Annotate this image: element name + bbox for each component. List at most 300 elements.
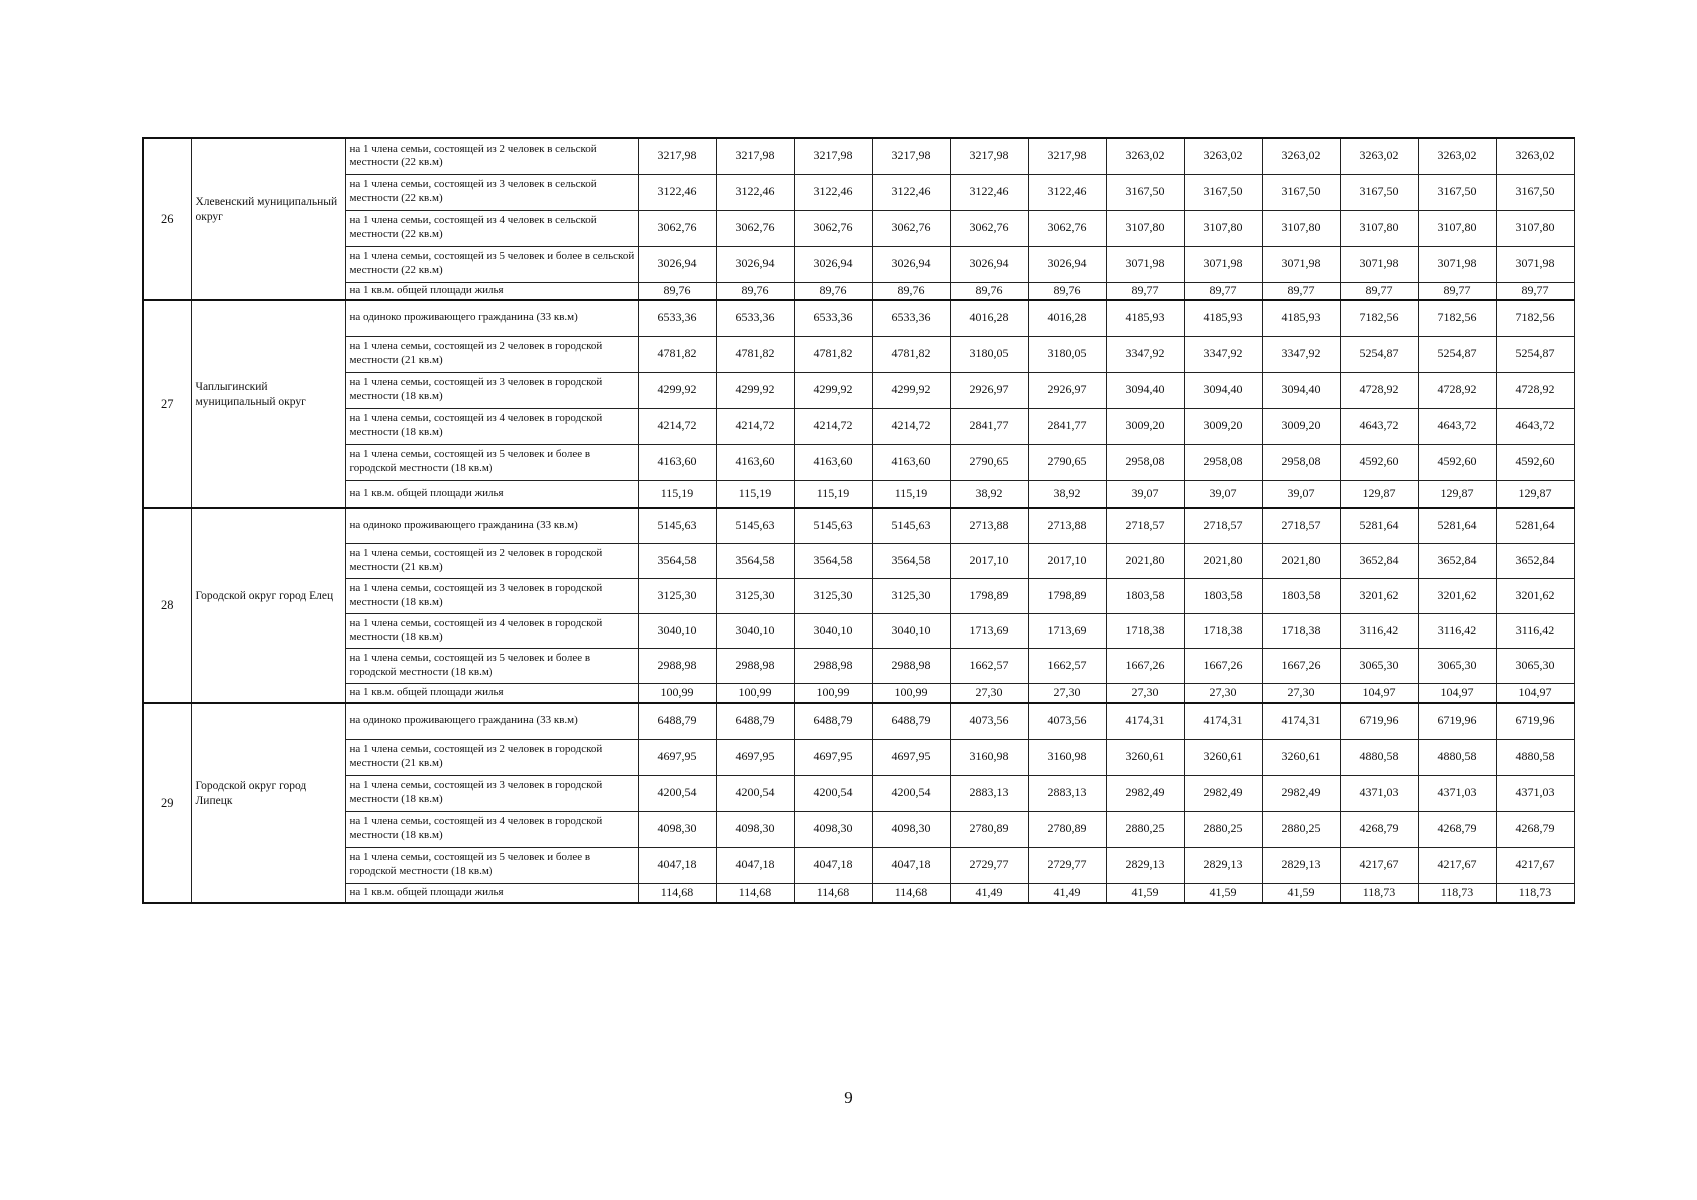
value-cell: 104,97 bbox=[1496, 683, 1574, 703]
table-row bbox=[143, 775, 1574, 811]
value-cell: 4185,93 bbox=[1262, 300, 1340, 336]
value-cell: 4016,28 bbox=[950, 300, 1028, 336]
value-cell: 89,76 bbox=[716, 282, 794, 300]
value-cell: 114,68 bbox=[716, 883, 794, 903]
category-cell: на 1 члена семьи, состоящей из 3 человек в городской местности (18 кв.м) bbox=[345, 775, 638, 811]
value-cell: 89,77 bbox=[1184, 282, 1262, 300]
value-cell: 6533,36 bbox=[794, 300, 872, 336]
value-cell: 27,30 bbox=[1262, 683, 1340, 703]
value-cell: 4371,03 bbox=[1418, 775, 1496, 811]
value-cell: 27,30 bbox=[1028, 683, 1106, 703]
value-cell: 89,76 bbox=[950, 282, 1028, 300]
value-cell: 6719,96 bbox=[1418, 703, 1496, 739]
value-cell: 6533,36 bbox=[716, 300, 794, 336]
value-cell: 3167,50 bbox=[1340, 174, 1418, 210]
value-cell: 6533,36 bbox=[638, 300, 716, 336]
value-cell: 3347,92 bbox=[1106, 336, 1184, 372]
table-row bbox=[143, 739, 1574, 775]
value-cell: 27,30 bbox=[1184, 683, 1262, 703]
value-cell: 4098,30 bbox=[716, 811, 794, 847]
value-cell: 4299,92 bbox=[794, 372, 872, 408]
value-cell: 4371,03 bbox=[1496, 775, 1574, 811]
row-number: 29 bbox=[143, 703, 191, 903]
value-cell: 3167,50 bbox=[1496, 174, 1574, 210]
value-cell: 4697,95 bbox=[794, 739, 872, 775]
value-cell: 115,19 bbox=[638, 480, 716, 508]
value-cell: 1718,38 bbox=[1106, 613, 1184, 648]
municipality-name: Хлевенский муниципальный округ bbox=[191, 138, 345, 300]
value-cell: 89,77 bbox=[1106, 282, 1184, 300]
value-cell: 89,76 bbox=[794, 282, 872, 300]
table-row bbox=[143, 300, 1574, 336]
value-cell: 4697,95 bbox=[872, 739, 950, 775]
value-cell: 2021,80 bbox=[1106, 543, 1184, 578]
value-cell: 38,92 bbox=[950, 480, 1028, 508]
category-cell: на 1 члена семьи, состоящей из 2 человек в городской местности (21 кв.м) bbox=[345, 739, 638, 775]
value-cell: 7182,56 bbox=[1340, 300, 1418, 336]
value-cell: 39,07 bbox=[1262, 480, 1340, 508]
value-cell: 89,77 bbox=[1340, 282, 1418, 300]
value-cell: 3116,42 bbox=[1340, 613, 1418, 648]
value-cell: 2958,08 bbox=[1262, 444, 1340, 480]
value-cell: 2718,57 bbox=[1106, 508, 1184, 543]
value-cell: 3071,98 bbox=[1496, 246, 1574, 282]
value-cell: 2880,25 bbox=[1262, 811, 1340, 847]
value-cell: 4185,93 bbox=[1184, 300, 1262, 336]
value-cell: 1667,26 bbox=[1106, 648, 1184, 683]
table-row bbox=[143, 578, 1574, 613]
value-cell: 3652,84 bbox=[1340, 543, 1418, 578]
value-cell: 38,92 bbox=[1028, 480, 1106, 508]
table-row bbox=[143, 372, 1574, 408]
table-row bbox=[143, 543, 1574, 578]
value-cell: 3217,98 bbox=[1028, 138, 1106, 174]
value-cell: 3167,50 bbox=[1184, 174, 1262, 210]
value-cell: 4299,92 bbox=[872, 372, 950, 408]
value-cell: 2880,25 bbox=[1184, 811, 1262, 847]
value-cell: 1662,57 bbox=[950, 648, 1028, 683]
value-cell: 4047,18 bbox=[638, 847, 716, 883]
value-cell: 4214,72 bbox=[794, 408, 872, 444]
value-cell: 2780,89 bbox=[1028, 811, 1106, 847]
value-cell: 100,99 bbox=[872, 683, 950, 703]
value-cell: 4643,72 bbox=[1496, 408, 1574, 444]
value-cell: 1718,38 bbox=[1184, 613, 1262, 648]
value-cell: 3263,02 bbox=[1418, 138, 1496, 174]
category-cell: на 1 кв.м. общей площади жилья bbox=[345, 480, 638, 508]
value-cell: 3107,80 bbox=[1262, 210, 1340, 246]
value-cell: 2780,89 bbox=[950, 811, 1028, 847]
value-cell: 89,77 bbox=[1496, 282, 1574, 300]
value-cell: 3116,42 bbox=[1418, 613, 1496, 648]
value-cell: 3217,98 bbox=[950, 138, 1028, 174]
value-cell: 1713,69 bbox=[1028, 613, 1106, 648]
value-cell: 2790,65 bbox=[1028, 444, 1106, 480]
value-cell: 3160,98 bbox=[1028, 739, 1106, 775]
value-cell: 3026,94 bbox=[950, 246, 1028, 282]
value-cell: 4214,72 bbox=[716, 408, 794, 444]
value-cell: 4047,18 bbox=[716, 847, 794, 883]
value-cell: 129,87 bbox=[1418, 480, 1496, 508]
municipality-name: Чаплыгинский муниципальный округ bbox=[191, 300, 345, 508]
value-cell: 2926,97 bbox=[1028, 372, 1106, 408]
value-cell: 5254,87 bbox=[1418, 336, 1496, 372]
value-cell: 4200,54 bbox=[872, 775, 950, 811]
value-cell: 2017,10 bbox=[1028, 543, 1106, 578]
value-cell: 2718,57 bbox=[1184, 508, 1262, 543]
value-cell: 4200,54 bbox=[638, 775, 716, 811]
value-cell: 3160,98 bbox=[950, 739, 1028, 775]
value-cell: 3071,98 bbox=[1340, 246, 1418, 282]
value-cell: 6719,96 bbox=[1496, 703, 1574, 739]
value-cell: 89,76 bbox=[1028, 282, 1106, 300]
value-cell: 100,99 bbox=[638, 683, 716, 703]
value-cell: 2988,98 bbox=[716, 648, 794, 683]
category-cell: на одиноко проживающего гражданина (33 кв.м) bbox=[345, 703, 638, 739]
table-row bbox=[143, 408, 1574, 444]
value-cell: 3062,76 bbox=[950, 210, 1028, 246]
table-row bbox=[143, 138, 1574, 174]
value-cell: 4073,56 bbox=[950, 703, 1028, 739]
table-row bbox=[143, 847, 1574, 883]
value-cell: 2829,13 bbox=[1262, 847, 1340, 883]
value-cell: 2988,98 bbox=[638, 648, 716, 683]
category-cell: на 1 члена семьи, состоящей из 2 человек в городской местности (21 кв.м) bbox=[345, 336, 638, 372]
value-cell: 3122,46 bbox=[794, 174, 872, 210]
category-cell: на 1 члена семьи, состоящей из 4 человек в сельской местности (22 кв.м) bbox=[345, 210, 638, 246]
value-cell: 114,68 bbox=[638, 883, 716, 903]
value-cell: 4163,60 bbox=[638, 444, 716, 480]
value-cell: 3071,98 bbox=[1106, 246, 1184, 282]
value-cell: 4697,95 bbox=[716, 739, 794, 775]
value-cell: 6488,79 bbox=[794, 703, 872, 739]
value-cell: 3167,50 bbox=[1418, 174, 1496, 210]
value-cell: 6488,79 bbox=[872, 703, 950, 739]
table-row bbox=[143, 613, 1574, 648]
value-cell: 4217,67 bbox=[1496, 847, 1574, 883]
value-cell: 2883,13 bbox=[1028, 775, 1106, 811]
category-cell: на 1 члена семьи, состоящей из 4 человек в городской местности (18 кв.м) bbox=[345, 811, 638, 847]
value-cell: 2729,77 bbox=[1028, 847, 1106, 883]
value-cell: 6719,96 bbox=[1340, 703, 1418, 739]
value-cell: 4592,60 bbox=[1496, 444, 1574, 480]
value-cell: 3122,46 bbox=[716, 174, 794, 210]
value-cell: 4098,30 bbox=[872, 811, 950, 847]
value-cell: 39,07 bbox=[1106, 480, 1184, 508]
value-cell: 89,77 bbox=[1418, 282, 1496, 300]
value-cell: 3065,30 bbox=[1496, 648, 1574, 683]
value-cell: 3201,62 bbox=[1496, 578, 1574, 613]
value-cell: 3026,94 bbox=[1028, 246, 1106, 282]
value-cell: 3026,94 bbox=[638, 246, 716, 282]
value-cell: 3116,42 bbox=[1496, 613, 1574, 648]
category-cell: на 1 члена семьи, состоящей из 4 человек в городской местности (18 кв.м) bbox=[345, 613, 638, 648]
value-cell: 1713,69 bbox=[950, 613, 1028, 648]
value-cell: 2958,08 bbox=[1106, 444, 1184, 480]
value-cell: 3122,46 bbox=[872, 174, 950, 210]
value-cell: 3263,02 bbox=[1496, 138, 1574, 174]
row-number: 28 bbox=[143, 508, 191, 703]
value-cell: 3065,30 bbox=[1340, 648, 1418, 683]
value-cell: 3167,50 bbox=[1262, 174, 1340, 210]
value-cell: 4728,92 bbox=[1340, 372, 1418, 408]
value-cell: 2718,57 bbox=[1262, 508, 1340, 543]
value-cell: 41,59 bbox=[1106, 883, 1184, 903]
value-cell: 4217,67 bbox=[1340, 847, 1418, 883]
value-cell: 3040,10 bbox=[794, 613, 872, 648]
value-cell: 4592,60 bbox=[1340, 444, 1418, 480]
value-cell: 4643,72 bbox=[1340, 408, 1418, 444]
value-cell: 4697,95 bbox=[638, 739, 716, 775]
value-cell: 5281,64 bbox=[1418, 508, 1496, 543]
value-cell: 4268,79 bbox=[1418, 811, 1496, 847]
value-cell: 4163,60 bbox=[872, 444, 950, 480]
value-cell: 27,30 bbox=[1106, 683, 1184, 703]
value-cell: 3180,05 bbox=[1028, 336, 1106, 372]
value-cell: 2021,80 bbox=[1184, 543, 1262, 578]
value-cell: 6488,79 bbox=[638, 703, 716, 739]
value-cell: 3125,30 bbox=[872, 578, 950, 613]
value-cell: 4728,92 bbox=[1496, 372, 1574, 408]
value-cell: 1667,26 bbox=[1262, 648, 1340, 683]
value-cell: 3125,30 bbox=[638, 578, 716, 613]
value-cell: 114,68 bbox=[872, 883, 950, 903]
value-cell: 89,76 bbox=[872, 282, 950, 300]
value-cell: 4268,79 bbox=[1496, 811, 1574, 847]
document-sheet bbox=[142, 137, 1575, 904]
value-cell: 6488,79 bbox=[716, 703, 794, 739]
value-cell: 3107,80 bbox=[1106, 210, 1184, 246]
value-cell: 3009,20 bbox=[1184, 408, 1262, 444]
value-cell: 3347,92 bbox=[1262, 336, 1340, 372]
value-cell: 3062,76 bbox=[638, 210, 716, 246]
value-cell: 3026,94 bbox=[794, 246, 872, 282]
value-cell: 3217,98 bbox=[716, 138, 794, 174]
value-cell: 3062,76 bbox=[794, 210, 872, 246]
table-row bbox=[143, 703, 1574, 739]
value-cell: 4214,72 bbox=[638, 408, 716, 444]
value-cell: 2713,88 bbox=[1028, 508, 1106, 543]
value-cell: 3062,76 bbox=[872, 210, 950, 246]
table-row bbox=[143, 811, 1574, 847]
table-row bbox=[143, 683, 1574, 703]
value-cell: 2017,10 bbox=[950, 543, 1028, 578]
value-cell: 3094,40 bbox=[1184, 372, 1262, 408]
value-cell: 4781,82 bbox=[716, 336, 794, 372]
value-cell: 3040,10 bbox=[638, 613, 716, 648]
value-cell: 104,97 bbox=[1340, 683, 1418, 703]
value-cell: 4200,54 bbox=[716, 775, 794, 811]
value-cell: 3040,10 bbox=[716, 613, 794, 648]
value-cell: 27,30 bbox=[950, 683, 1028, 703]
value-cell: 3107,80 bbox=[1184, 210, 1262, 246]
value-cell: 5145,63 bbox=[638, 508, 716, 543]
value-cell: 3122,46 bbox=[1028, 174, 1106, 210]
value-cell: 129,87 bbox=[1496, 480, 1574, 508]
value-cell: 3107,80 bbox=[1340, 210, 1418, 246]
value-cell: 1798,89 bbox=[950, 578, 1028, 613]
value-cell: 3564,58 bbox=[638, 543, 716, 578]
value-cell: 3107,80 bbox=[1418, 210, 1496, 246]
value-cell: 4073,56 bbox=[1028, 703, 1106, 739]
value-cell: 4728,92 bbox=[1418, 372, 1496, 408]
value-cell: 2988,98 bbox=[794, 648, 872, 683]
value-cell: 7182,56 bbox=[1418, 300, 1496, 336]
value-cell: 4163,60 bbox=[794, 444, 872, 480]
category-cell: на 1 члена семьи, состоящей из 2 человек в сельской местности (22 кв.м) bbox=[345, 138, 638, 174]
table-row bbox=[143, 174, 1574, 210]
value-cell: 129,87 bbox=[1340, 480, 1418, 508]
category-cell: на 1 кв.м. общей площади жилья bbox=[345, 883, 638, 903]
value-cell: 41,49 bbox=[1028, 883, 1106, 903]
value-cell: 41,59 bbox=[1262, 883, 1340, 903]
value-cell: 1667,26 bbox=[1184, 648, 1262, 683]
value-cell: 5254,87 bbox=[1496, 336, 1574, 372]
table-row bbox=[143, 246, 1574, 282]
value-cell: 4781,82 bbox=[638, 336, 716, 372]
value-cell: 3263,02 bbox=[1106, 138, 1184, 174]
value-cell: 3564,58 bbox=[872, 543, 950, 578]
value-cell: 118,73 bbox=[1418, 883, 1496, 903]
value-cell: 2841,77 bbox=[1028, 408, 1106, 444]
value-cell: 4214,72 bbox=[872, 408, 950, 444]
value-cell: 1803,58 bbox=[1106, 578, 1184, 613]
value-cell: 5254,87 bbox=[1340, 336, 1418, 372]
value-cell: 2729,77 bbox=[950, 847, 1028, 883]
category-cell: на 1 члена семьи, состоящей из 5 человек и более в городской местности (18 кв.м) bbox=[345, 648, 638, 683]
value-cell: 3026,94 bbox=[872, 246, 950, 282]
value-cell: 2829,13 bbox=[1106, 847, 1184, 883]
table-row bbox=[143, 480, 1574, 508]
value-cell: 1798,89 bbox=[1028, 578, 1106, 613]
page-number: 9 bbox=[844, 1088, 853, 1107]
value-cell: 3260,61 bbox=[1184, 739, 1262, 775]
category-cell: на одиноко проживающего гражданина (33 кв.м) bbox=[345, 300, 638, 336]
value-cell: 7182,56 bbox=[1496, 300, 1574, 336]
category-cell: на 1 кв.м. общей площади жилья bbox=[345, 282, 638, 300]
value-cell: 3217,98 bbox=[638, 138, 716, 174]
table-row bbox=[143, 444, 1574, 480]
value-cell: 3652,84 bbox=[1418, 543, 1496, 578]
value-cell: 4299,92 bbox=[638, 372, 716, 408]
table-row bbox=[143, 508, 1574, 543]
row-number: 26 bbox=[143, 138, 191, 300]
value-cell: 2790,65 bbox=[950, 444, 1028, 480]
value-cell: 4217,67 bbox=[1418, 847, 1496, 883]
value-cell: 115,19 bbox=[716, 480, 794, 508]
municipality-name: Городской округ город Елец bbox=[191, 508, 345, 703]
table-row bbox=[143, 282, 1574, 300]
category-cell: на 1 члена семьи, состоящей из 2 человек в городской местности (21 кв.м) bbox=[345, 543, 638, 578]
value-cell: 89,77 bbox=[1262, 282, 1340, 300]
value-cell: 3564,58 bbox=[716, 543, 794, 578]
value-cell: 5145,63 bbox=[872, 508, 950, 543]
value-cell: 3107,80 bbox=[1496, 210, 1574, 246]
value-cell: 4268,79 bbox=[1340, 811, 1418, 847]
value-cell: 4592,60 bbox=[1418, 444, 1496, 480]
value-cell: 3217,98 bbox=[872, 138, 950, 174]
value-cell: 3263,02 bbox=[1184, 138, 1262, 174]
value-cell: 115,19 bbox=[872, 480, 950, 508]
value-cell: 4371,03 bbox=[1340, 775, 1418, 811]
value-cell: 3167,50 bbox=[1106, 174, 1184, 210]
value-cell: 3071,98 bbox=[1262, 246, 1340, 282]
value-cell: 4781,82 bbox=[794, 336, 872, 372]
value-cell: 2841,77 bbox=[950, 408, 1028, 444]
value-cell: 6533,36 bbox=[872, 300, 950, 336]
value-cell: 3260,61 bbox=[1262, 739, 1340, 775]
value-cell: 3201,62 bbox=[1340, 578, 1418, 613]
value-cell: 3009,20 bbox=[1262, 408, 1340, 444]
value-cell: 5281,64 bbox=[1340, 508, 1418, 543]
value-cell: 89,76 bbox=[638, 282, 716, 300]
value-cell: 3062,76 bbox=[1028, 210, 1106, 246]
value-cell: 4174,31 bbox=[1106, 703, 1184, 739]
value-cell: 4880,58 bbox=[1418, 739, 1496, 775]
value-cell: 2021,80 bbox=[1262, 543, 1340, 578]
category-cell: на 1 члена семьи, состоящей из 5 человек и более в городской местности (18 кв.м) bbox=[345, 847, 638, 883]
value-cell: 3260,61 bbox=[1106, 739, 1184, 775]
value-cell: 3071,98 bbox=[1418, 246, 1496, 282]
value-cell: 4299,92 bbox=[716, 372, 794, 408]
value-cell: 3125,30 bbox=[716, 578, 794, 613]
value-cell: 4016,28 bbox=[1028, 300, 1106, 336]
value-cell: 3040,10 bbox=[872, 613, 950, 648]
value-cell: 114,68 bbox=[794, 883, 872, 903]
value-cell: 3094,40 bbox=[1262, 372, 1340, 408]
value-cell: 2829,13 bbox=[1184, 847, 1262, 883]
value-cell: 3125,30 bbox=[794, 578, 872, 613]
value-cell: 115,19 bbox=[794, 480, 872, 508]
value-cell: 3071,98 bbox=[1184, 246, 1262, 282]
value-cell: 3122,46 bbox=[950, 174, 1028, 210]
table-row bbox=[143, 210, 1574, 246]
value-cell: 3065,30 bbox=[1418, 648, 1496, 683]
value-cell: 4781,82 bbox=[872, 336, 950, 372]
table-row bbox=[143, 883, 1574, 903]
value-cell: 2982,49 bbox=[1262, 775, 1340, 811]
value-cell: 1718,38 bbox=[1262, 613, 1340, 648]
category-cell: на 1 члена семьи, состоящей из 5 человек и более в городской местности (18 кв.м) bbox=[345, 444, 638, 480]
value-cell: 1662,57 bbox=[1028, 648, 1106, 683]
row-number: 27 bbox=[143, 300, 191, 508]
value-cell: 4643,72 bbox=[1418, 408, 1496, 444]
value-cell: 4200,54 bbox=[794, 775, 872, 811]
value-cell: 118,73 bbox=[1340, 883, 1418, 903]
category-cell: на одиноко проживающего гражданина (33 кв.м) bbox=[345, 508, 638, 543]
value-cell: 118,73 bbox=[1496, 883, 1574, 903]
value-cell: 41,49 bbox=[950, 883, 1028, 903]
table-row bbox=[143, 648, 1574, 683]
value-cell: 4098,30 bbox=[638, 811, 716, 847]
value-cell: 4174,31 bbox=[1262, 703, 1340, 739]
value-cell: 5281,64 bbox=[1496, 508, 1574, 543]
value-cell: 3263,02 bbox=[1262, 138, 1340, 174]
municipality-name: Городской округ город Липецк bbox=[191, 703, 345, 903]
value-cell: 41,59 bbox=[1184, 883, 1262, 903]
category-cell: на 1 члена семьи, состоящей из 3 человек в сельской местности (22 кв.м) bbox=[345, 174, 638, 210]
value-cell: 4163,60 bbox=[716, 444, 794, 480]
value-cell: 3180,05 bbox=[950, 336, 1028, 372]
category-cell: на 1 члена семьи, состоящей из 3 человек в городской местности (18 кв.м) bbox=[345, 372, 638, 408]
value-cell: 2982,49 bbox=[1106, 775, 1184, 811]
value-cell: 1803,58 bbox=[1184, 578, 1262, 613]
table-row bbox=[143, 336, 1574, 372]
value-cell: 4098,30 bbox=[794, 811, 872, 847]
value-cell: 4047,18 bbox=[794, 847, 872, 883]
value-cell: 3652,84 bbox=[1496, 543, 1574, 578]
value-cell: 2883,13 bbox=[950, 775, 1028, 811]
